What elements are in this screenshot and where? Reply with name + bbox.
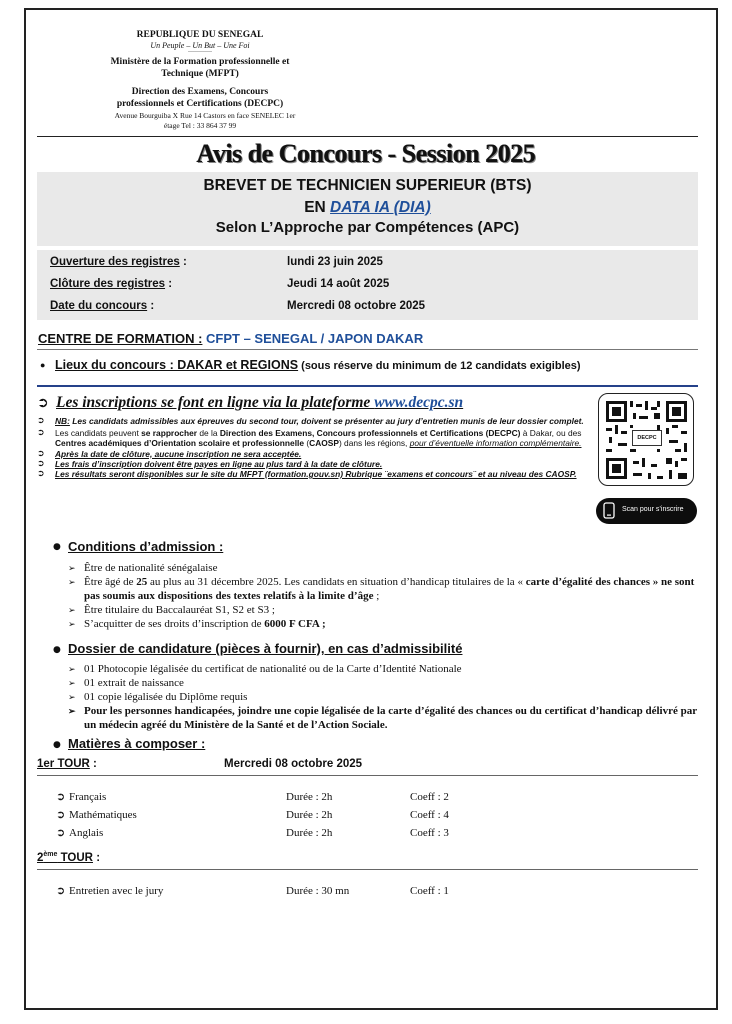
dashes: ------------	[188, 49, 212, 55]
note-resultats: ➲ Les résultats seront disponibles sur le site du MFPT (formation.gouv.sn) Rubrique ¨examens et concours¨ et au niveau des CAOSP.	[37, 468, 577, 480]
list-item: ➢ Pour les personnes handicapées, joindre une copie légalisée de la carte d’égalité des chances ou du certificat d’handicap délivré par un médecin agréé du Ministère de la Santé et de l’Action Sociale.	[68, 705, 697, 731]
inscriptions-headline: Les inscriptions se font en ligne via la plateforme www.decpc.sn	[56, 394, 464, 411]
note-contact: ➲ Les candidats peuvent se rapprocher de la Direction des Examens, Concours professionnels et Certifications (DECPC) à Dakar, ou des Centres académiques d’Orientation scolaire et professionnelle (CAOSP) dans les régions, pour d’éventuelle information complémentaire.	[37, 427, 582, 449]
section-bullet-icon: ●	[53, 542, 61, 552]
table-row: ➲ Mathématiques Durée : 2h Coeff : 4	[56, 806, 656, 824]
tour2-divider	[37, 869, 698, 870]
date-value-concours: Mercredi 08 octobre 2025	[287, 300, 426, 312]
arrow-icon: ➲	[56, 791, 66, 803]
arrowhead-icon: ➢	[68, 577, 76, 587]
table-row: ➲ Entretien avec le jury Durée : 30 mn Coeff : 1	[56, 882, 656, 900]
lieux-du-concours	[55, 358, 581, 372]
tour1-date: Mercredi 08 octobre 2025	[224, 758, 363, 770]
centre-de-formation	[38, 331, 423, 346]
table-row: ➲ Anglais Durée : 2h Coeff : 3	[56, 824, 656, 842]
arrow-icon: ➲	[37, 395, 49, 411]
list-item: ➢ Être titulaire du Baccalauréat S1, S2 et S3 ;	[68, 604, 275, 616]
arrow-icon: ➲	[37, 447, 45, 458]
conditions-list	[68, 561, 698, 631]
header-divider	[37, 136, 698, 137]
list-item: ➢ Être de nationalité sénégalaise	[68, 562, 218, 574]
lieux-note: (sous réserve du minimum de 12 candidats exigibles)	[298, 360, 581, 372]
decpc-link[interactable]: www.decpc.sn	[374, 394, 464, 411]
lieux-label: Lieux du concours : DAKAR et REGIONS	[55, 358, 299, 372]
note-frais: ➲ Les frais d’inscription doivent être payes en ligne au plus tard à la date de clôture.	[37, 457, 383, 469]
date-value-cloture: Jeudi 14 août 2025	[287, 278, 390, 290]
arrowhead-icon: ➢	[68, 605, 76, 615]
arrow-icon: ➲	[56, 885, 66, 897]
inscription-notes	[37, 416, 592, 479]
qr-code[interactable]	[598, 393, 694, 486]
ministry-line1: Ministère de la Formation professionnelle et	[110, 57, 290, 67]
phone-icon	[603, 502, 615, 519]
arrow-icon: ➲	[37, 457, 45, 468]
tour2-label: 2ème TOUR :	[37, 851, 101, 864]
section-bullet-icon: ●	[53, 740, 61, 750]
republic-heading: REPUBLIQUE DU SENEGAL	[136, 30, 264, 40]
blue-divider	[37, 385, 698, 387]
list-item: ➢ 01 copie légalisée du Diplôme requis	[68, 691, 248, 703]
dossier-list	[68, 662, 698, 732]
ministry-line2: Technique (MFPT)	[161, 69, 239, 79]
note-cloture: ➲ Après la date de clôture, aucune inscription ne sera acceptée.	[37, 447, 302, 459]
arrow-icon: ➲	[56, 809, 66, 821]
date-row-concours: Date du concours :	[50, 300, 155, 312]
tour1-table	[56, 788, 656, 842]
arrow-icon: ➲	[37, 415, 45, 425]
dossier-title: Dossier de candidature (pièces à fournir), en cas d’admissibilité	[68, 641, 463, 656]
centre-label: CENTRE DE FORMATION :	[38, 331, 203, 346]
scan-label: Scan pour s’inscrire	[622, 506, 684, 513]
lieux-bullet-icon: ●	[40, 360, 46, 370]
motto: Un Peuple – Un But – Une Foi	[150, 41, 250, 50]
arrow-icon: ➲	[37, 427, 45, 438]
arrowhead-icon: ➢	[68, 678, 76, 688]
centre-divider	[37, 349, 698, 350]
arrowhead-icon: ➢	[68, 619, 76, 629]
arrow-icon: ➲	[37, 468, 45, 479]
arrowhead-icon: ➢	[68, 664, 76, 674]
arrow-icon: ➲	[56, 827, 66, 839]
program-title: BREVET DE TECHNICIEN SUPERIEUR (BTS)	[203, 177, 532, 194]
qr-center-label: DECPC	[632, 430, 662, 446]
list-item: ➢ S’acquitter de ses droits d’inscription de 6000 F CFA ;	[68, 618, 326, 630]
conditions-title: Conditions d’admission :	[68, 539, 224, 554]
notice-title: Avis de Concours - Session 2025	[196, 139, 536, 168]
scan-button[interactable]	[596, 498, 697, 524]
tour2-table	[56, 882, 656, 900]
list-item: ➢ 01 Photocopie légalisée du certificat de nationalité ou de la Carte d’Identité Nationale	[68, 663, 462, 675]
program-specialty-line	[37, 199, 698, 217]
arrowhead-icon: ➢	[68, 706, 76, 716]
section-bullet-icon: ●	[53, 645, 61, 655]
date-row-ouverture: Ouverture des registres :	[50, 256, 187, 268]
address-line2: étage Tel : 33 864 37 99	[163, 121, 237, 130]
en-prefix: EN	[304, 199, 331, 216]
table-row: ➲ Français Durée : 2h Coeff : 2	[56, 788, 656, 806]
direction-line2: professionnels et Certifications (DECPC)	[116, 99, 284, 109]
direction-line1: Direction des Examens, Concours	[131, 87, 269, 97]
date-value-ouverture: lundi 23 juin 2025	[287, 256, 383, 268]
tour1-divider	[37, 775, 698, 776]
arrowhead-icon: ➢	[68, 692, 76, 702]
centre-value: CFPT – SENEGAL / JAPON DAKAR	[202, 331, 424, 346]
specialty-name: DATA IA (DIA)	[330, 199, 431, 216]
tour1-label: 1er TOUR :	[37, 758, 97, 770]
program-approach: Selon L’Approche par Compétences (APC)	[215, 219, 520, 236]
note-nb: ➲ NB: Les candidats admissibles aux épreuves du second tour, doivent se présenter au jury d’entretien munis de leur dossier complet.	[37, 415, 584, 426]
date-row-cloture: Clôture des registres :	[50, 278, 173, 290]
list-item: ➢ 01 extrait de naissance	[68, 677, 184, 689]
arrowhead-icon: ➢	[68, 563, 76, 573]
matieres-title: Matières à composer :	[68, 736, 206, 751]
list-item: ➢ Être âgé de 25 au plus au 31 décembre 2025. Les candidats en situation d’handicap titulaires de la « carte d’égalité des chances » ne sont pas soumis aux dispositions des textes relatifs à la limite d’âge ;	[68, 576, 695, 602]
address-line1: Avenue Bourguiba X Rue 14 Castors en face SENELEC 1er	[114, 111, 296, 120]
